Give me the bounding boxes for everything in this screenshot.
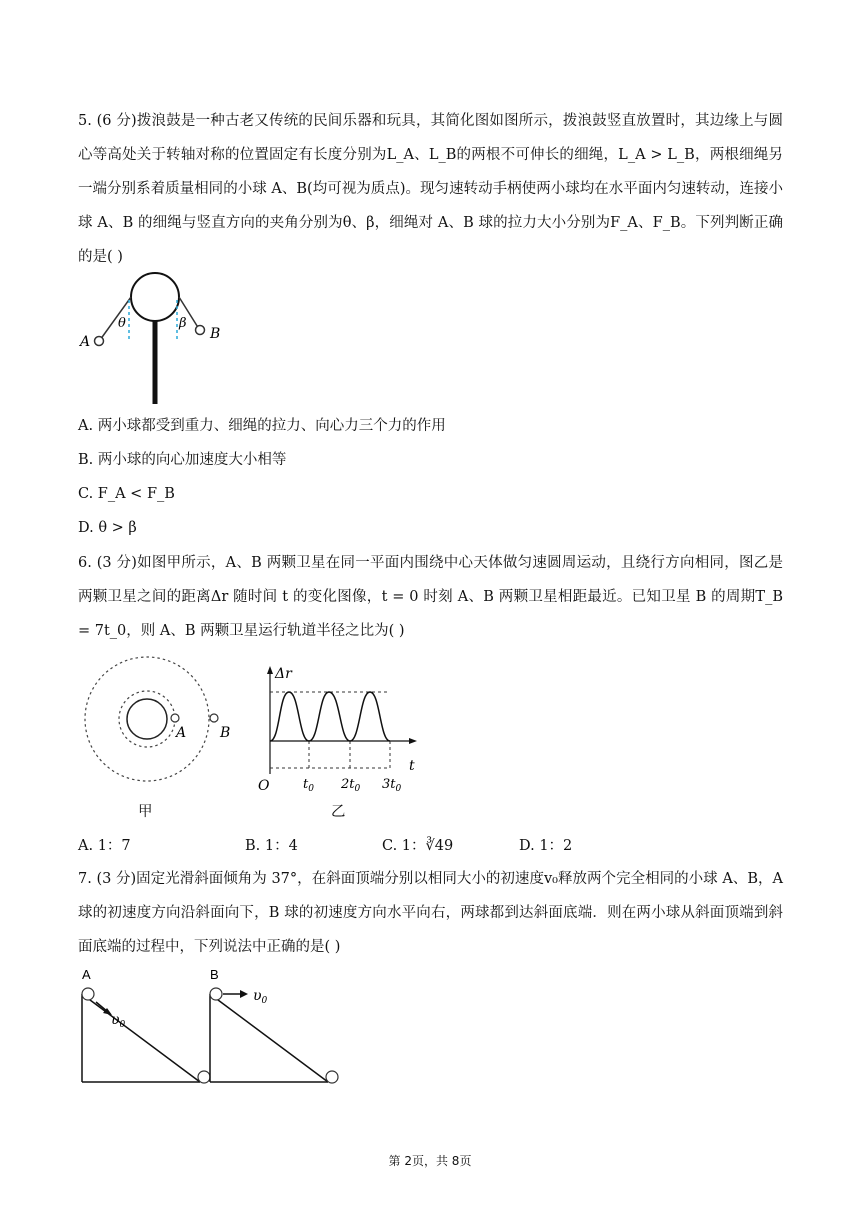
ball-a-label: A <box>80 334 91 350</box>
ball-b-label: B <box>210 326 221 342</box>
question-5-stem: 5. (6 分)拨浪鼓是一种古老又传统的民间乐器和玩具，其简化图如图所示，拨浪鼓竖直放置时，其边缘上与圆心等高处关于转轴对称的位置固定有长度分别为L_A、L_B的两根不可伸长的细绳，L_A > L_B，两根细绳另一端分别系着质量相同的小球 A、B(均可视为质点)。现匀速转动手柄使两小球均在水平面内匀速转动，连接小球 A、B 的细绳与竖直方向的夹角分别为θ、β，细绳对 A、B 球的拉力大小分别为F_A、F_B。下列判断正确的是( ) <box>78 113 783 265</box>
satellite-b-label: B <box>220 725 231 741</box>
q5-option-d: D. θ > β <box>78 520 137 536</box>
graph-origin-label: O <box>258 778 270 794</box>
svg-text:t0: $t_0$ <box>303 777 314 794</box>
page-footer: 第 2页，共 8页 <box>388 1154 472 1168</box>
graph-x-label: t <box>409 758 415 774</box>
q6-options <box>78 834 783 854</box>
q6-option-a: A. 1：7 <box>78 838 131 854</box>
incline-b-figure <box>206 966 341 1086</box>
incline-a-label: A <box>82 967 91 982</box>
satellite-orbits-figure <box>78 655 238 790</box>
question-7-stem: 7. (3 分)固定光滑斜面倾角为 37°，在斜面顶端分别以相同大小的初速度v₀释放两个完全相同的小球 A、B，A 球的初速度方向沿斜面向下，B 球的初速度方向水平向右，两球都到达斜面底端．则在两小球从斜面顶端到斜面底端的过程中，下列说法中正确的是( ) <box>78 871 783 955</box>
question-6 <box>78 546 783 648</box>
incline-b-label: B <box>210 967 219 982</box>
svg-text:υ0: $\upsilon_0$ <box>253 988 268 1006</box>
q6-option-c: C. 1：∛49 <box>382 838 454 854</box>
question-7 <box>78 862 783 964</box>
beta-label: β <box>179 316 187 331</box>
incline-a-figure <box>78 966 213 1086</box>
q5-option-b: B. 两小球的向心加速度大小相等 <box>78 452 287 468</box>
graph-y-label: Δr <box>275 666 292 682</box>
q5-option-c: C. F_A < F_B <box>78 486 175 502</box>
satellite-a-label: A <box>176 725 187 741</box>
theta-label: θ <box>118 316 126 331</box>
figure-jia-caption: 甲 <box>138 804 153 820</box>
question-5 <box>78 104 783 274</box>
q6-option-b: B. 1：4 <box>245 838 298 854</box>
q5-option-a: A. 两小球都受到重力、细绳的拉力、向心力三个力的作用 <box>78 418 446 434</box>
svg-text:υ0: $\upsilon_0$ <box>111 1012 126 1030</box>
q6-option-d: D. 1：2 <box>519 838 573 854</box>
svg-text:3t0: $3t_0$ <box>382 777 402 794</box>
svg-text:2t0: $2t_0$ <box>341 777 361 794</box>
question-6-stem: 6. (3 分)如图甲所示，A、B 两颗卫星在同一平面内围绕中心天体做匀速圆周运动，且绕行方向相同，图乙是两颗卫星之间的距离Δr 随时间 t 的变化图像，t = 0 时刻 A、B 两颗卫星相距最近。已知卫星 B 的周期T_B = 7t_0，则 A、B 两颗卫星运行轨道半径之比为( ) <box>78 555 783 639</box>
figure-yi-caption: 乙 <box>331 804 346 820</box>
delta-r-time-graph <box>255 664 425 794</box>
rattle-drum-figure <box>80 268 230 408</box>
